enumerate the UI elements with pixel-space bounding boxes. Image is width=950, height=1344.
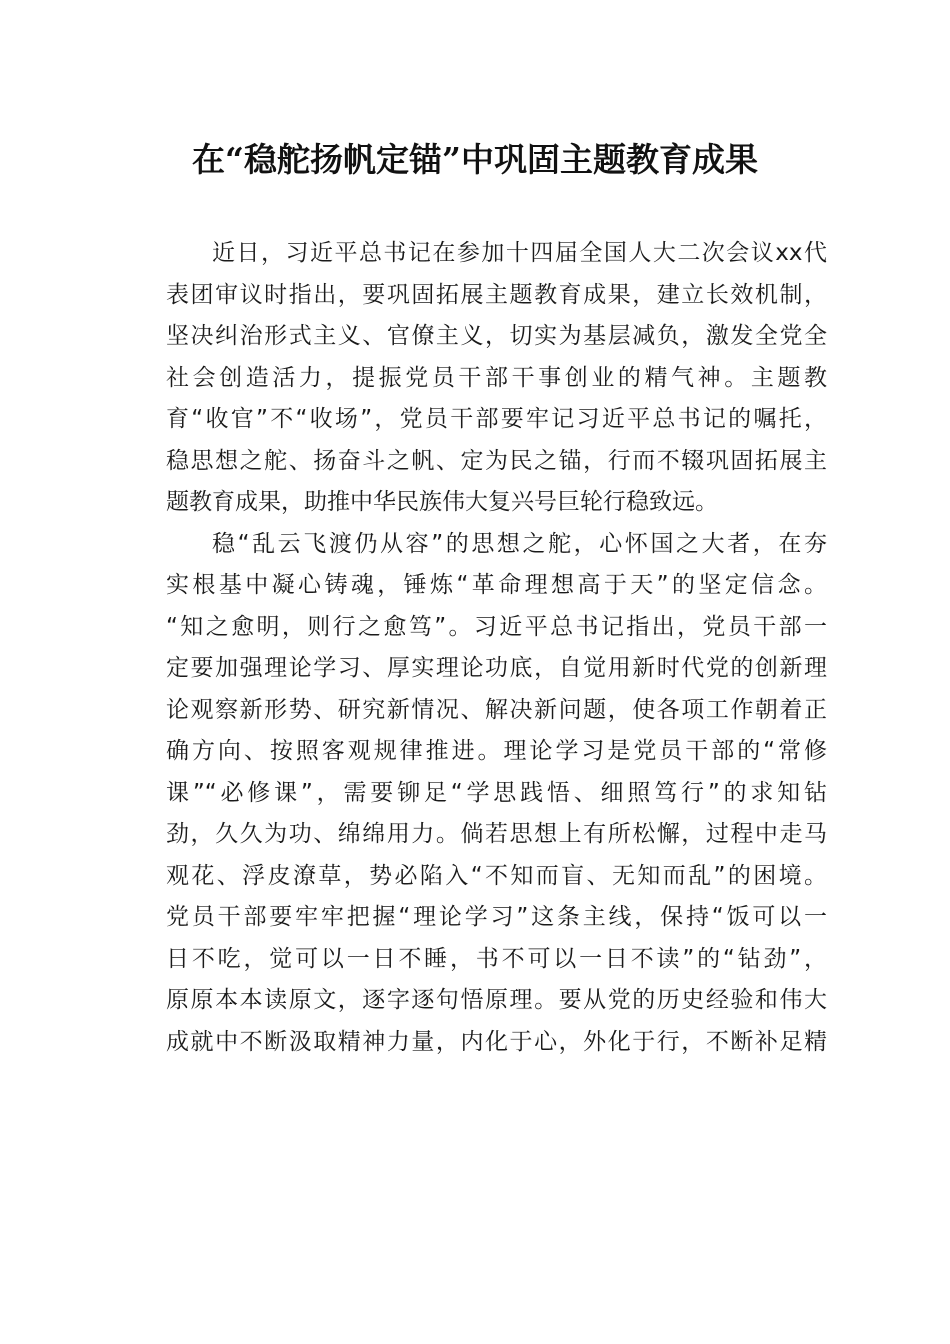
- text-line: 稳“乱云飞渡仍从容”的思想之舵，心怀国之大者，在夯: [212, 530, 827, 557]
- text-line: 社会创造活力，提振党员干部干事创业的精气神。主题教: [166, 364, 827, 391]
- paragraph-2: [120, 524, 827, 1064]
- text-line: “知之愈明，则行之愈笃”。习近平总书记指出，党员干部一: [166, 613, 827, 640]
- text-line: 论观察新形势、研究新情况、解决新问题，使各项工作朝着正: [166, 696, 827, 723]
- text-line: 题教育成果，助推中华民族伟大复兴号巨轮行稳致远。: [166, 489, 718, 515]
- text-line: 劲，久久为功、绵绵用力。倘若思想上有所松懈，过程中走马: [166, 821, 827, 847]
- text-line: 稳思想之舵、扬奋斗之帆、定为民之锚，行而不辍巩固拓展主: [166, 447, 827, 474]
- text-line: 成就中不断汲取精神力量，内化于心，外化于行，不断补足精: [166, 1028, 827, 1055]
- text-line: 观花、浮皮潦草，势必陷入“不知而盲、无知而乱”的困境。: [166, 862, 827, 889]
- paragraph-1: [120, 233, 827, 524]
- text-line: 表团审议时指出，要巩固拓展主题教育成果，建立长效机制，: [166, 281, 827, 308]
- document-title: 在“稳舵扬帆定锚”中巩固主题教育成果: [192, 140, 758, 179]
- text-line: 确方向、按照客观规律推进。理论学习是党员干部的“常修: [166, 738, 827, 764]
- document-body: [120, 233, 827, 1063]
- text-line: 课”“必修课”，需要铆足“学思践悟、细照笃行”的求知钻: [166, 779, 827, 806]
- text-line: 日不吃，觉可以一日不睡，书不可以一日不读”的“钻劲”，: [166, 945, 827, 972]
- text-line: 原原本本读原文，逐字逐句悟原理。要从党的历史经验和伟大: [166, 987, 827, 1013]
- text-line: 坚决纠治形式主义、官僚主义，切实为基层减负，激发全党全: [166, 323, 827, 349]
- text-line: 党员干部要牢牢把握“理论学习”这条主线，保持“饭可以一: [166, 904, 827, 930]
- text-line: 近日，习近平总书记在参加十四届全国人大二次会议xx代: [212, 240, 827, 266]
- text-line: 育“收官”不“收场”，党员干部要牢记习近平总书记的嘱托，: [166, 406, 827, 432]
- text-line: 实根基中凝心铸魂，锤炼“革命理想高于天”的坚定信念。: [166, 572, 827, 598]
- text-line: 定要加强理论学习、厚实理论功底，自觉用新时代党的创新理: [166, 655, 827, 681]
